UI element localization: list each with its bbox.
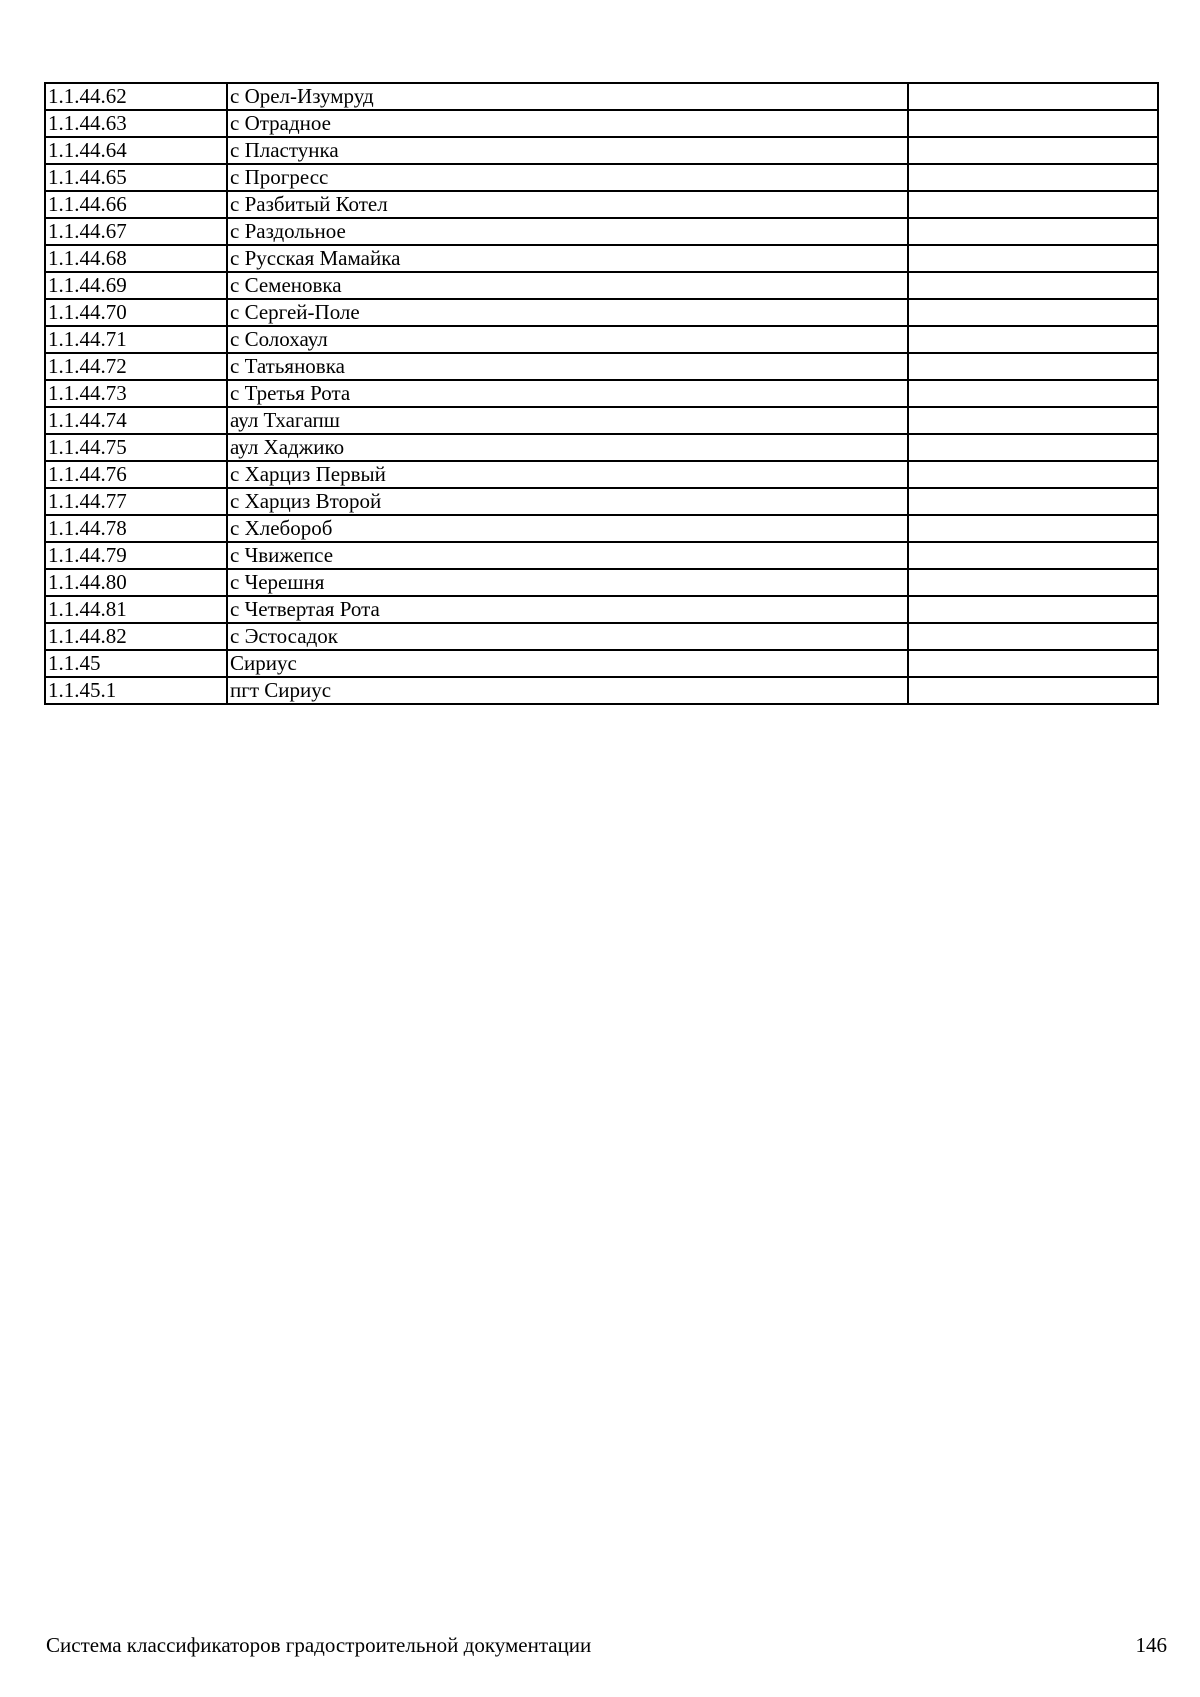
row-empty-cell bbox=[908, 569, 1158, 596]
row-empty-cell bbox=[908, 83, 1158, 110]
table-row bbox=[45, 623, 1158, 650]
row-empty-cell bbox=[908, 434, 1158, 461]
row-code-cell: 1.1.44.76 bbox=[45, 461, 227, 488]
row-code-cell: 1.1.44.68 bbox=[45, 245, 227, 272]
row-empty-cell bbox=[908, 299, 1158, 326]
table-row bbox=[45, 650, 1158, 677]
row-empty-cell bbox=[908, 272, 1158, 299]
row-code-cell: 1.1.44.65 bbox=[45, 164, 227, 191]
classifier-table bbox=[44, 82, 1159, 705]
row-name-cell: с Русская Мамайка bbox=[227, 245, 908, 272]
row-name-cell: с Раздольное bbox=[227, 218, 908, 245]
footer-document-title: Система классификаторов градостроительной документации bbox=[46, 1633, 592, 1657]
table-row bbox=[45, 515, 1158, 542]
row-name-cell: с Чвижепсе bbox=[227, 542, 908, 569]
row-code-cell: 1.1.44.66 bbox=[45, 191, 227, 218]
row-code-cell: 1.1.44.77 bbox=[45, 488, 227, 515]
row-code-cell: 1.1.44.78 bbox=[45, 515, 227, 542]
table-row bbox=[45, 110, 1158, 137]
row-code-cell: 1.1.44.82 bbox=[45, 623, 227, 650]
row-name-cell: Сириус bbox=[227, 650, 908, 677]
row-empty-cell bbox=[908, 353, 1158, 380]
table-row bbox=[45, 542, 1158, 569]
row-empty-cell bbox=[908, 191, 1158, 218]
row-name-cell: аул Тхагапш bbox=[227, 407, 908, 434]
row-code-cell: 1.1.44.64 bbox=[45, 137, 227, 164]
row-empty-cell bbox=[908, 542, 1158, 569]
row-name-cell: с Отрадное bbox=[227, 110, 908, 137]
row-code-cell: 1.1.44.69 bbox=[45, 272, 227, 299]
row-name-cell: пгт Сириус bbox=[227, 677, 908, 704]
table-row bbox=[45, 596, 1158, 623]
row-code-cell: 1.1.44.81 bbox=[45, 596, 227, 623]
table-row bbox=[45, 326, 1158, 353]
row-name-cell: с Харциз Первый bbox=[227, 461, 908, 488]
table-row bbox=[45, 218, 1158, 245]
row-name-cell: с Третья Рота bbox=[227, 380, 908, 407]
row-empty-cell bbox=[908, 596, 1158, 623]
row-name-cell: с Пластунка bbox=[227, 137, 908, 164]
table-row bbox=[45, 164, 1158, 191]
row-empty-cell bbox=[908, 677, 1158, 704]
table-row bbox=[45, 353, 1158, 380]
classifier-table-body bbox=[45, 83, 1158, 704]
row-code-cell: 1.1.44.62 bbox=[45, 83, 227, 110]
row-name-cell: с Татьяновка bbox=[227, 353, 908, 380]
row-name-cell: с Солохаул bbox=[227, 326, 908, 353]
row-code-cell: 1.1.44.74 bbox=[45, 407, 227, 434]
row-name-cell: с Орел-Изумруд bbox=[227, 83, 908, 110]
row-name-cell: с Харциз Второй bbox=[227, 488, 908, 515]
row-name-cell: с Эстосадок bbox=[227, 623, 908, 650]
row-empty-cell bbox=[908, 650, 1158, 677]
row-name-cell: с Хлебороб bbox=[227, 515, 908, 542]
table-row bbox=[45, 191, 1158, 218]
row-code-cell: 1.1.45 bbox=[45, 650, 227, 677]
row-name-cell: с Сергей-Поле bbox=[227, 299, 908, 326]
table-row bbox=[45, 677, 1158, 704]
row-empty-cell bbox=[908, 326, 1158, 353]
row-code-cell: 1.1.44.71 bbox=[45, 326, 227, 353]
row-empty-cell bbox=[908, 623, 1158, 650]
row-empty-cell bbox=[908, 164, 1158, 191]
table-row bbox=[45, 299, 1158, 326]
row-code-cell: 1.1.44.80 bbox=[45, 569, 227, 596]
table-row bbox=[45, 461, 1158, 488]
table-row bbox=[45, 407, 1158, 434]
row-code-cell: 1.1.44.70 bbox=[45, 299, 227, 326]
row-code-cell: 1.1.44.72 bbox=[45, 353, 227, 380]
row-empty-cell bbox=[908, 137, 1158, 164]
table-row bbox=[45, 380, 1158, 407]
table-row bbox=[45, 488, 1158, 515]
table-row bbox=[45, 245, 1158, 272]
table-row bbox=[45, 137, 1158, 164]
row-name-cell: с Черешня bbox=[227, 569, 908, 596]
table-row bbox=[45, 569, 1158, 596]
row-code-cell: 1.1.45.1 bbox=[45, 677, 227, 704]
table-row bbox=[45, 434, 1158, 461]
row-empty-cell bbox=[908, 407, 1158, 434]
row-code-cell: 1.1.44.75 bbox=[45, 434, 227, 461]
row-empty-cell bbox=[908, 245, 1158, 272]
footer-page-number: 146 bbox=[1135, 1633, 1167, 1657]
row-name-cell: с Разбитый Котел bbox=[227, 191, 908, 218]
row-name-cell: с Четвертая Рота bbox=[227, 596, 908, 623]
row-code-cell: 1.1.44.63 bbox=[45, 110, 227, 137]
row-empty-cell bbox=[908, 218, 1158, 245]
row-empty-cell bbox=[908, 380, 1158, 407]
row-code-cell: 1.1.44.67 bbox=[45, 218, 227, 245]
row-empty-cell bbox=[908, 110, 1158, 137]
row-empty-cell bbox=[908, 461, 1158, 488]
row-empty-cell bbox=[908, 488, 1158, 515]
row-name-cell: аул Хаджико bbox=[227, 434, 908, 461]
row-name-cell: с Семеновка bbox=[227, 272, 908, 299]
row-empty-cell bbox=[908, 515, 1158, 542]
table-row bbox=[45, 272, 1158, 299]
table-row bbox=[45, 83, 1158, 110]
row-code-cell: 1.1.44.73 bbox=[45, 380, 227, 407]
row-name-cell: с Прогресс bbox=[227, 164, 908, 191]
row-code-cell: 1.1.44.79 bbox=[45, 542, 227, 569]
